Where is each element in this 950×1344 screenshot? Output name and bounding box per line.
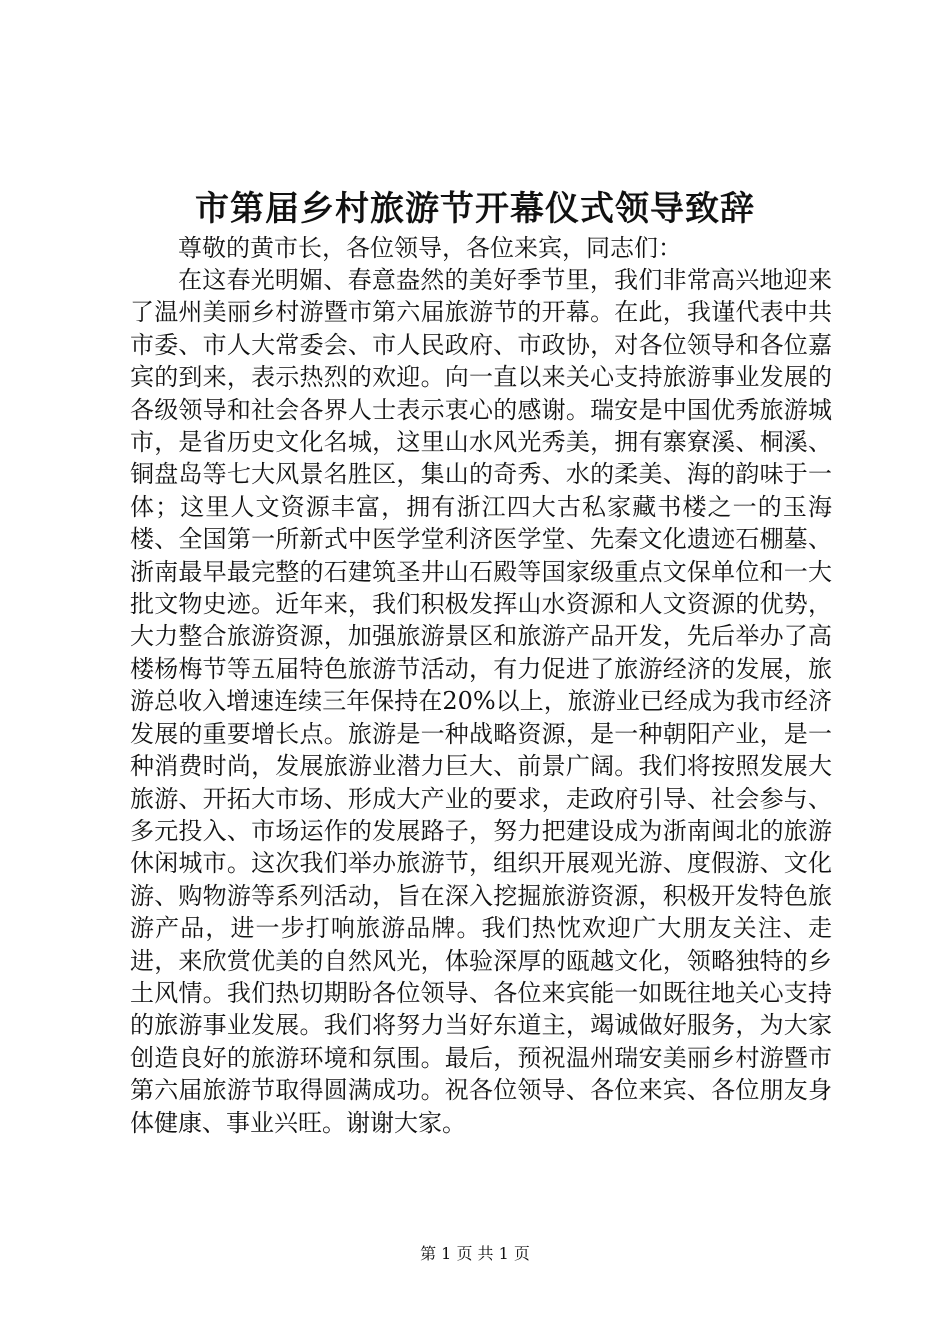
speech-body: 在这春光明媚、春意盎然的美好季节里，我们非常高兴地迎来了温州美丽乡村游暨市第六届旅游节的开幕。在此，我谨代表中共市委、市人大常委会、市人民政府、市政协，对各位领导和各位嘉宾的到来，表示热烈的欢迎。向一直以来关心支持旅游事业发展的各级领导和社会各界人士表示衷心的感谢。瑞安是中国优秀旅游城市，是省历史文化名城，这里山水风光秀美，拥有寨寮溪、桐溪、铜盘岛等七大风景名胜区，集山的奇秀、水的柔美、海的韵味于一体；这里人文资源丰富，拥有浙江四大古私家藏书楼之一的玉海楼、全国第一所新式中医学堂利济医学堂、先秦文化遗迹石棚墓、浙南最早最完整的石建筑圣井山石殿等国家级重点文保单位和一大批文物史迹。近年来，我们积极发挥山水资源和人文资源的优势，大力整合旅游资源，加强旅游景区和旅游产品开发，先后举办了高楼杨梅节等五届特色旅游节活动，有力促进了旅游经济的发展，旅游总收入增速连续三年保持在20%以上，旅游业已经成为我市经济发展的重要增长点。旅游是一种战略资源，是一种朝阳产业，是一种消费时尚，发展旅游业潜力巨大、前景广阔。我们将按照发展大旅游、开拓大市场、形成大产业的要求，走政府引导、社会参与、多元投入、市场运作的发展路子，努力把建设成为浙南闽北的旅游休闲城市。这次我们举办旅游节，组织开展观光游、度假游、文化游、购物游等系列活动，旨在深入挖掘旅游资源，积极开发特色旅游产品，进一步打响旅游品牌。我们热忱欢迎广大朋友关注、走进，来欣赏优美的自然风光，体验深厚的瓯越文化，领略独特的乡土风情。我们热切期盼各位领导、各位来宾能一如既往地关心支持的旅游事业发展。我们将努力当好东道主，竭诚做好服务，为大家创造良好的旅游环境和氛围。最后，预祝温州瑞安美丽乡村游暨市第六届旅游节取得圆满成功。祝各位领导、各位来宾、各位朋友身体健康、事业兴旺。谢谢大家。 <box>130 266 832 1137</box>
document-title: 市第届乡村旅游节开幕仪式领导致辞 <box>195 189 755 229</box>
salutation: 尊敬的黄市长，各位领导，各位来宾，同志们： <box>178 234 682 262</box>
page-footer: 第 1 页 共 1 页 <box>420 1244 530 1263</box>
